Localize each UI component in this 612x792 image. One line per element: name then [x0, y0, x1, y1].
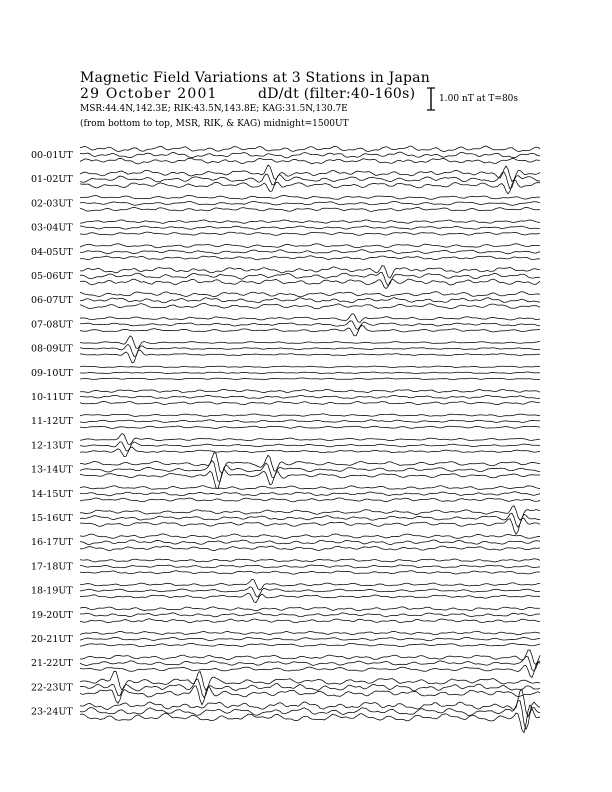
station-trace-RIK: [80, 152, 540, 158]
station-trace-KAG: [80, 146, 540, 152]
scale-label: 1.00 nT at T=80s: [439, 94, 519, 104]
station-trace-MSR: [80, 158, 540, 164]
hour-label: 10-11UT: [31, 392, 73, 403]
station-coordinates: MSR:44.4N,142.3E; RIK:43.5N,143.8E; KAG:31.5N,130.7E: [80, 104, 348, 114]
chart-date: 29 October 2001: [80, 86, 218, 102]
hour-label: 04-05UT: [31, 246, 73, 258]
station-trace-KAG: [80, 292, 540, 297]
station-trace-RIK: [80, 321, 540, 330]
station-trace-RIK: [80, 540, 540, 545]
station-trace-MSR: [80, 518, 540, 534]
station-trace-KAG: [80, 559, 540, 562]
hour-label: 03-04UT: [31, 222, 73, 234]
station-trace-MSR: [80, 350, 540, 363]
station-trace-MSR: [80, 426, 540, 428]
hour-label: 13-14UT: [31, 464, 73, 476]
station-trace-RIK: [80, 613, 540, 617]
station-trace-RIK: [80, 372, 540, 374]
scale-bar: [427, 88, 435, 110]
hour-label: 05-06UT: [31, 271, 73, 282]
station-trace-MSR: [80, 705, 540, 733]
station-trace-KAG: [80, 314, 540, 323]
station-trace-KAG: [80, 631, 540, 635]
station-trace-MSR: [80, 232, 540, 235]
station-trace-MSR: [80, 447, 540, 457]
station-trace-KAG: [80, 220, 540, 224]
hour-label: 02-03UT: [31, 198, 73, 210]
station-trace-MSR: [80, 498, 540, 502]
station-trace-RIK: [80, 250, 540, 254]
station-trace-MSR: [80, 279, 540, 289]
station-trace-MSR: [80, 619, 540, 623]
hour-label: 22-23UT: [31, 682, 73, 694]
hour-label: 23-24UT: [31, 706, 73, 718]
hour-label: 16-17UT: [31, 537, 73, 549]
station-trace-RIK: [80, 679, 540, 697]
chart-filter: dD/dt (filter:40-160s): [258, 86, 416, 102]
station-trace-RIK: [80, 298, 540, 303]
station-trace-KAG: [80, 534, 540, 539]
hour-label: 00-01UT: [31, 150, 73, 161]
hour-label: 08-09UT: [31, 343, 73, 355]
station-trace-MSR: [80, 469, 540, 488]
station-trace-RIK: [80, 395, 540, 398]
station-trace-MSR: [80, 180, 540, 194]
station-trace-RIK: [80, 172, 540, 189]
station-trace-MSR: [80, 256, 540, 260]
station-trace-MSR: [80, 325, 540, 336]
station-trace-MSR: [80, 402, 540, 405]
station-trace-RIK: [80, 201, 540, 205]
station-trace-RIK: [80, 226, 540, 229]
station-trace-KAG: [80, 389, 540, 392]
station-trace-KAG: [80, 195, 540, 199]
chart-title: Magnetic Field Variations at 3 Stations in Japan: [80, 70, 430, 86]
hour-label: 15-16UT: [31, 513, 73, 524]
station-trace-KAG: [80, 579, 540, 590]
hour-label: 11-12UT: [31, 416, 73, 428]
station-trace-RIK: [80, 420, 540, 423]
station-trace-KAG: [80, 453, 540, 474]
station-trace-MSR: [80, 593, 540, 602]
station-order-note: (from bottom to top, MSR, RIK, & KAG) midnight=1500UT: [80, 119, 349, 129]
station-trace-KAG: [80, 434, 540, 445]
hour-label: 18-19UT: [31, 585, 73, 597]
station-trace-KAG: [80, 607, 540, 611]
station-trace-KAG: [80, 366, 540, 368]
station-trace-MSR: [80, 571, 540, 575]
station-trace-RIK: [80, 442, 540, 451]
hour-label: 19-20UT: [31, 609, 73, 621]
station-trace-RIK: [80, 492, 540, 496]
hour-label: 01-02UT: [31, 174, 73, 186]
hour-label: 06-07UT: [31, 295, 73, 307]
station-trace-KAG: [80, 244, 540, 248]
hour-label: 09-10UT: [31, 367, 73, 379]
hour-label: 21-22UT: [31, 658, 73, 670]
station-trace-RIK: [80, 513, 540, 527]
hour-label: 07-08UT: [31, 319, 73, 331]
station-trace-KAG: [80, 486, 540, 490]
station-trace-MSR: [80, 378, 540, 380]
hour-label: 14-15UT: [31, 488, 73, 500]
station-trace-MSR: [80, 643, 540, 646]
station-trace-RIK: [80, 565, 540, 568]
hour-label: 20-21UT: [31, 634, 73, 645]
station-trace-KAG: [80, 671, 540, 690]
station-trace-MSR: [80, 546, 540, 551]
station-trace-MSR: [80, 207, 540, 211]
station-trace-KAG: [80, 336, 540, 349]
station-trace-KAG: [80, 414, 540, 417]
hour-label: 17-18UT: [31, 561, 73, 573]
hour-label: 12-13UT: [31, 440, 73, 452]
station-trace-MSR: [80, 304, 540, 309]
station-trace-KAG: [80, 165, 540, 182]
station-trace-RIK: [80, 637, 540, 640]
